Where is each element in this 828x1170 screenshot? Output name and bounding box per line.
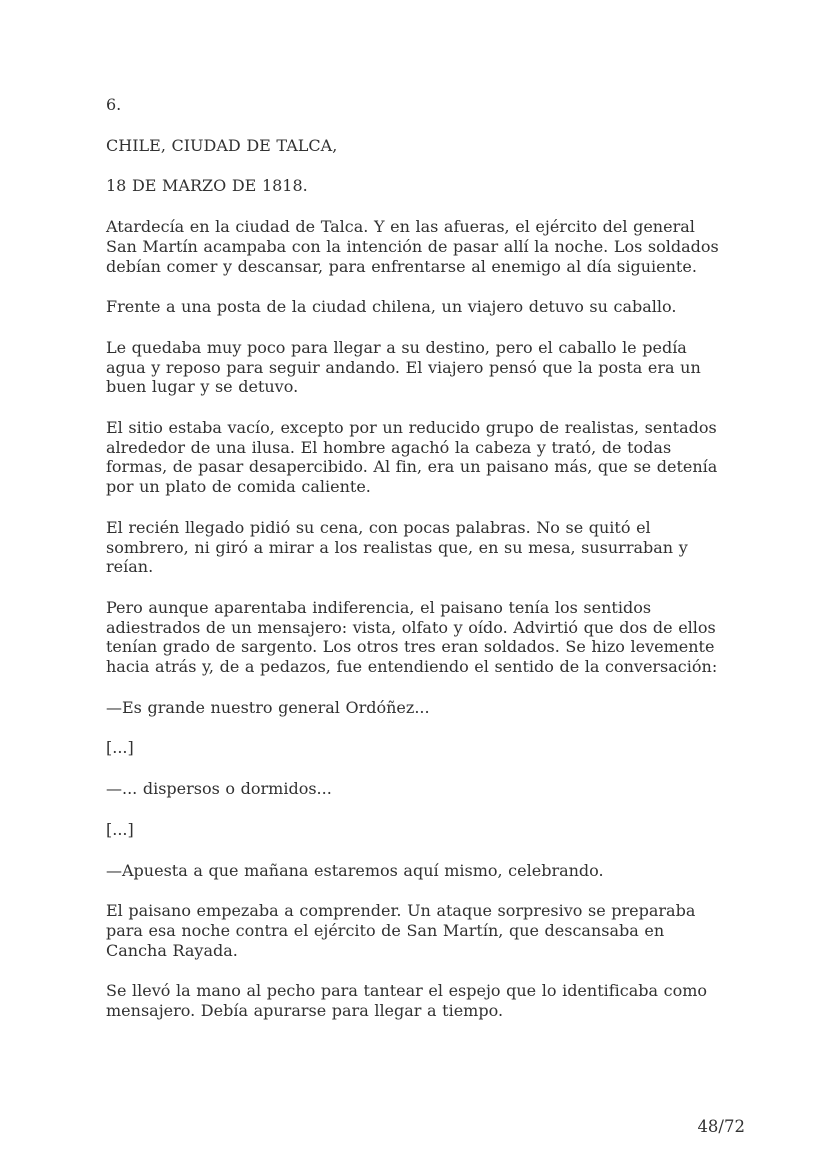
ellipsis-omission: [...]: [106, 819, 134, 839]
ellipsis-omission: [...]: [106, 738, 134, 758]
page-content: [106, 95, 728, 1042]
page-indicator: 48/72: [697, 1117, 745, 1136]
dialogue-line: —Es grande nuestro general Ordóñez...: [106, 697, 430, 717]
paragraph: Le quedaba muy poco para llegar a su destino, pero el caballo le pedía agua y reposo para seguir andando. El viajero pensó que la posta era un buen lugar y se detuvo.: [106, 337, 701, 397]
paragraph: El recién llegado pidió su cena, con pocas palabras. No se quitó el sombrero, ni giró a mirar a los realistas que, en su mesa, susurraban y reían.: [106, 517, 688, 577]
paragraph: Se llevó la mano al pecho para tantear el espejo que lo identificaba como mensajero. Debía apurarse para llegar a tiempo.: [106, 981, 708, 1021]
paragraph: El sitio estaba vacío, excepto por un reducido grupo de realistas, sentados alrededor de una ilusa. El hombre agachó la cabeza y trató, de todas formas, de pasar desapercibido. Al fin, era un paisano más, que se detenía por un plato de comida caliente.: [106, 418, 718, 497]
dialogue-line: —Apuesta a que mañana estaremos aquí mismo, celebrando.: [106, 860, 604, 880]
dialogue-line: —... dispersos o dormidos...: [106, 779, 332, 799]
paragraph: Atardecía en la ciudad de Talca. Y en las afueras, el ejército del general San Martín acampaba con la intención de pasar allí la noche. Los soldados debían comer y descansar, para enfrentarse al enemigo al día siguiente.: [106, 217, 719, 276]
paragraph: El paisano empezaba a comprender. Un ataque sorpresivo se preparaba para esa noche contra el ejército de San Martín, que descansaba en Cancha Rayada.: [106, 901, 696, 960]
chapter-number: 6.: [106, 95, 122, 114]
heading-location: CHILE, CIUDAD DE TALCA,: [106, 135, 338, 155]
paragraph: Pero aunque aparentaba indiferencia, el paisano tenía los sentidos adiestrados de un mensajero: vista, olfato y oído. Advirtió que dos de ellos tenían grado de sargento. Los otros tres eran soldados. Se hizo levemente hacia atrás y, de a pedazos, fue entendiendo el sentido de la conversación:: [106, 597, 718, 677]
heading-date: 18 DE MARZO DE 1818.: [106, 176, 308, 196]
paragraph: Frente a una posta de la ciudad chilena, un viajero detuvo su caballo.: [106, 297, 677, 317]
